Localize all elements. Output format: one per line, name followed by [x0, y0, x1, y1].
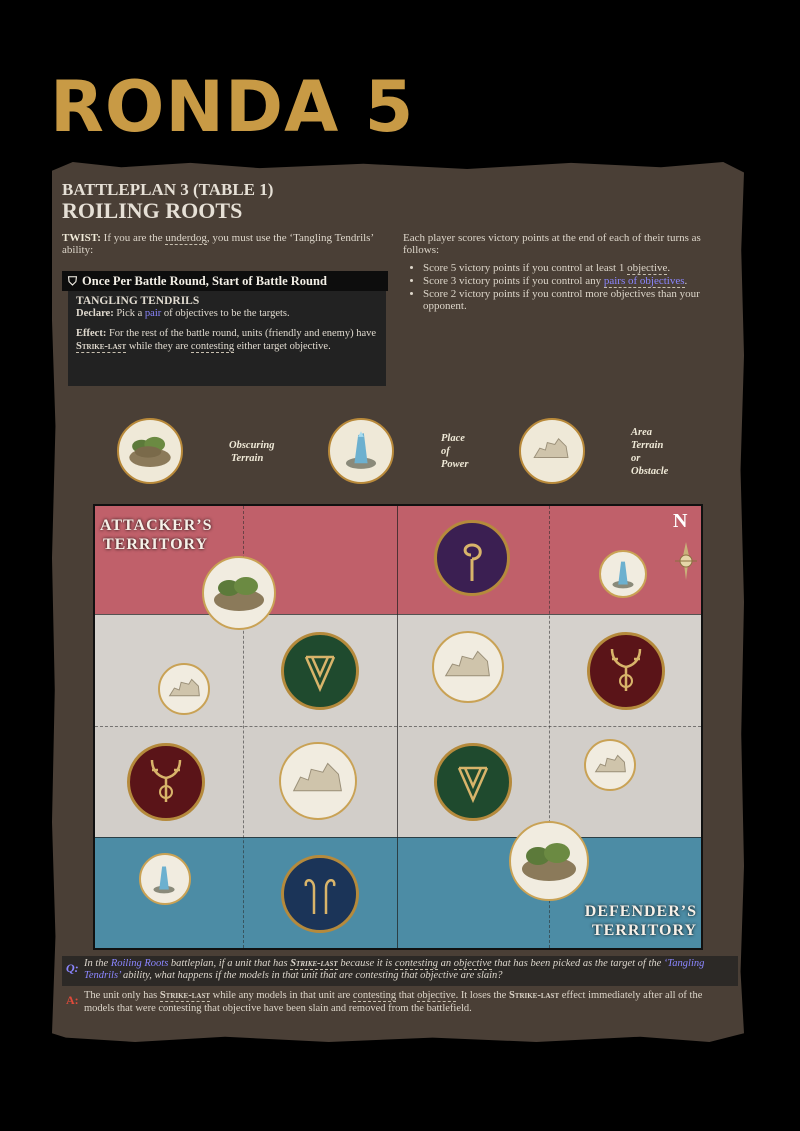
area-terrain-icon	[519, 418, 585, 484]
battleplan-link: Roiling Roots	[110, 958, 169, 969]
faq-text: because it is	[337, 958, 395, 969]
strike-last-keyword: Strike-last	[290, 958, 338, 969]
legend-area-label	[631, 426, 668, 478]
objective-green-net-icon	[434, 743, 512, 821]
declare-label: Declare:	[76, 307, 114, 319]
scoring-item	[423, 262, 738, 274]
pairs-keyword: pairs of objectives	[603, 275, 685, 287]
strike-last-keyword: Strike-last	[159, 990, 211, 1001]
faq-text: ability, what happens if the models in that unit that are contesting that objective are slain?	[120, 970, 503, 981]
ability-effect	[76, 328, 378, 353]
faq-text: . It loses the	[455, 990, 509, 1001]
territory-text: ATTACKER’S	[100, 517, 213, 534]
twist-text-part: , you must use the ‘Tangling Tendrils’ ability:	[62, 232, 374, 256]
obscuring-terrain-icon	[117, 418, 183, 484]
scoring-list	[403, 262, 738, 312]
ability-declare	[76, 308, 378, 321]
legend-text: Obstacle	[631, 466, 669, 477]
battlefield-map	[93, 504, 703, 950]
objective-purple-spiral-icon	[434, 520, 510, 596]
obscuring-terrain-piece	[202, 556, 276, 630]
territory-text: TERRITORY	[103, 536, 209, 553]
effect-text-part: either target objective.	[234, 340, 331, 352]
ability-name: TANGLING TENDRILS	[76, 295, 200, 307]
area-terrain-piece	[584, 739, 636, 791]
scoring-text: .	[684, 275, 688, 287]
faq-text: effect immediately after all of the models that were contesting that objective have been slain and removed from the battlefield.	[84, 990, 703, 1014]
area-terrain-piece	[158, 663, 210, 715]
ability-link: ‘Tangling Tendrils’	[84, 958, 705, 981]
strike-last-keyword: Strike-last	[508, 990, 560, 1001]
scoring-intro: Each player scores victory points at the end of each of their turns as follows:	[403, 232, 701, 256]
scoring-rules	[403, 232, 738, 313]
faq-text: that	[396, 990, 418, 1001]
compass-icon	[675, 542, 697, 580]
objective-red-antler-icon	[587, 632, 665, 710]
effect-label: Effect:	[76, 328, 107, 339]
twist-text-part: If you are the	[100, 232, 166, 244]
defender-territory-label	[573, 902, 697, 940]
faq-text: an	[438, 958, 454, 969]
place-of-power-piece	[599, 550, 647, 598]
objective-keyword: objective	[417, 990, 456, 1001]
grid-line	[95, 837, 701, 838]
declare-text-part: Pick a	[113, 307, 145, 319]
underdog-keyword: underdog	[165, 232, 207, 244]
legend-text: Place	[441, 433, 465, 444]
round-title: RONDA 5	[50, 66, 415, 148]
area-terrain-piece	[432, 631, 504, 703]
place-of-power-icon	[328, 418, 394, 484]
battleplan-subtitle: BATTLEPLAN 3 (TABLE 1)	[62, 180, 274, 199]
objective-blue-hook-icon	[281, 855, 359, 933]
grid-line	[95, 614, 701, 615]
battleplan-name: ROILING ROOTS	[62, 198, 243, 223]
effect-text-part: For the rest of the battle round, units (friendly and enemy) have	[106, 328, 377, 339]
contesting-keyword: contesting	[394, 958, 439, 969]
effect-text-part: while they are	[126, 340, 191, 352]
legend-text: Obscuring	[229, 440, 275, 451]
question-mark: Q:	[66, 961, 79, 975]
contesting-keyword: contesting	[190, 340, 235, 352]
ability-timing: Once Per Battle Round, Start of Battle Round	[82, 273, 327, 288]
ability-header	[62, 271, 388, 291]
scoring-text: .	[667, 262, 671, 274]
faq-text: The unit only has	[84, 990, 160, 1001]
twist-text	[62, 232, 382, 256]
contesting-keyword: contesting	[352, 990, 397, 1001]
answer-mark: A:	[66, 993, 79, 1007]
legend-text: Terrain	[231, 453, 264, 464]
scoring-item	[423, 275, 738, 287]
shield-icon: ⛉	[68, 273, 78, 288]
objective-keyword: objective	[453, 958, 492, 969]
territory-text: TERRITORY	[591, 922, 697, 939]
legend-text: Terrain	[631, 440, 664, 451]
pair-keyword: pair	[144, 307, 162, 319]
scoring-text: Score 3 victory points if you control any	[423, 275, 604, 287]
faq-answer	[62, 986, 738, 1015]
place-of-power-piece	[139, 853, 191, 905]
north-marker: N	[673, 510, 688, 532]
ability-box	[68, 291, 386, 386]
territory-text: DEFENDER’S	[584, 903, 697, 920]
legend-text: of	[441, 446, 450, 457]
legend-obscuring-label	[229, 439, 275, 465]
objective-green-net-icon	[281, 632, 359, 710]
legend-text: Area	[631, 427, 652, 438]
twist-label: TWIST:	[62, 232, 101, 244]
area-terrain-piece	[279, 742, 357, 820]
objective-keyword: objective	[627, 262, 668, 274]
faq-section	[62, 956, 738, 1015]
legend-text: Power	[441, 459, 469, 470]
declare-text-part: of objectives to be the targets.	[161, 307, 290, 319]
objective-red-antler-icon	[127, 743, 205, 821]
attacker-territory-label	[100, 516, 213, 554]
scoring-item: • Score 2 victory points if you control more objectives than your opponent.	[423, 288, 738, 312]
faq-text: that has been picked as the target of the	[491, 958, 664, 969]
faq-question	[62, 956, 738, 986]
grid-line	[95, 726, 701, 727]
legend-text: or	[631, 453, 641, 464]
legend-place-label	[441, 432, 468, 471]
faq-text: while any models in that unit are	[210, 990, 353, 1001]
grid-line	[397, 506, 398, 948]
obscuring-terrain-piece	[509, 821, 589, 901]
strike-last-keyword: Strike-last	[76, 340, 127, 352]
scoring-text: Score 5 victory points if you control at least 1	[423, 262, 628, 274]
faq-text: In the	[84, 958, 111, 969]
faq-text: battleplan, if a unit that has	[168, 958, 291, 969]
